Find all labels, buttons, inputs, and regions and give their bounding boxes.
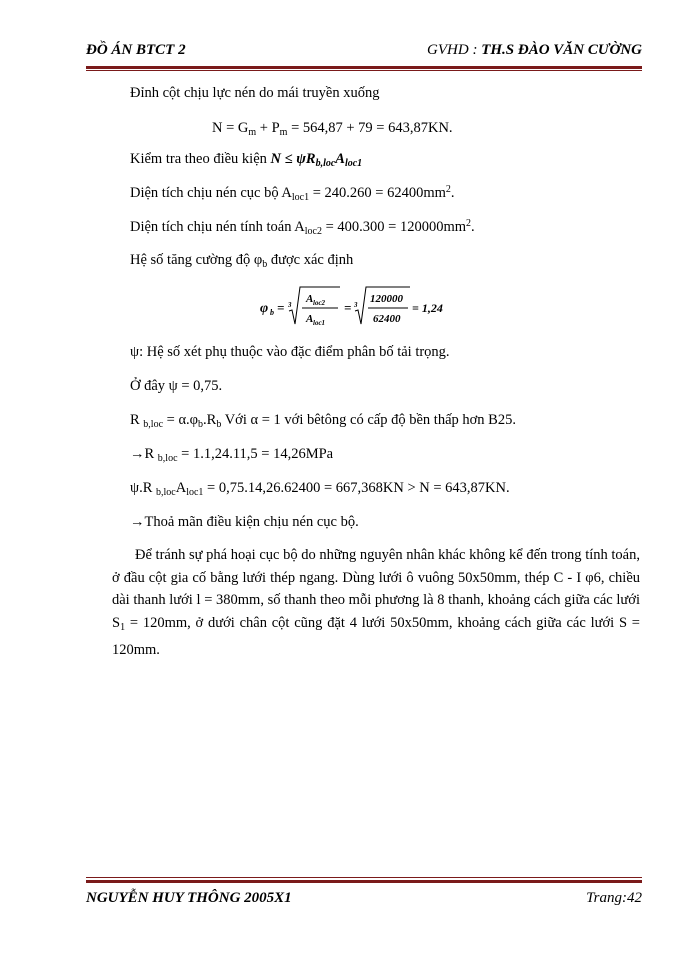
- header-instructor-name: TH.S ĐÀO VĂN CƯỜNG: [481, 42, 642, 58]
- phi-symbol-sub: b: [270, 308, 274, 317]
- header-rule-thin: [86, 70, 642, 71]
- phib-sub: b: [262, 259, 268, 270]
- rbloc-alpha: = α.φ: [163, 412, 199, 428]
- page-header: [86, 40, 642, 64]
- check-text: Kiểm tra theo điều kiện: [130, 151, 271, 167]
- equation-n: [212, 120, 453, 138]
- text-line-aloc1: [130, 184, 455, 203]
- capacity-sub2: loc1: [186, 487, 204, 498]
- rbloc-val-r: →R: [130, 446, 158, 462]
- text-line-capacity: [130, 480, 510, 498]
- check-formula-a: N ≤ ψR: [270, 151, 316, 167]
- aloc1-sup: 2: [445, 184, 451, 195]
- aloc1-end: .: [450, 185, 455, 201]
- footer-rule-thick: [86, 880, 642, 883]
- eq-n-sub-a: m: [248, 127, 257, 138]
- aloc2-sub: loc2: [304, 226, 322, 237]
- rbloc-text: Với α = 1 với bêtông có cấp độ bền thấp hơn B25.: [221, 412, 516, 428]
- frac1-den: A: [306, 313, 314, 325]
- footer-page-number: Trang:42: [586, 890, 642, 906]
- capacity-text: = 0,75.14,26.62400 = 667,368KN > N = 643,87KN.: [203, 480, 510, 496]
- rbloc-r: R: [130, 412, 144, 428]
- footer-rule-thin: [86, 877, 642, 878]
- text-line-1: Đỉnh cột chịu lực nén do mái truyền xuống: [130, 85, 380, 101]
- rbloc-sub3: b: [216, 419, 222, 430]
- phib-text-end: được xác định: [267, 252, 354, 268]
- aloc2-sup: 2: [466, 218, 472, 229]
- paragraph-text-a: Để tránh sự phá hoại cục bộ do những nguyên nhân khác không kể đến trong tính toán, ở đầu cột gia cố bằng lưới thép ngang. Dùng lưới ô vuông 50x50mm, thép C - I φ6, chiều dài thanh lưới l = 380mm, số thanh theo mỗi phương là 8 thanh, khoảng cách giữa các lưới S: [112, 547, 640, 631]
- text-line-phib: [130, 252, 353, 270]
- aloc1-sub: loc1: [291, 192, 310, 203]
- eq-n-part-a: N = G: [212, 120, 249, 136]
- root-index-2: 3: [354, 301, 358, 309]
- frac2-num: 120000: [370, 293, 403, 305]
- capacity-psi-r: ψ.R: [130, 480, 156, 496]
- aloc2-text: Diện tích chịu nén tính toán A: [130, 219, 305, 235]
- reinforcement-paragraph: [112, 544, 640, 662]
- check-formula-sub-a: b,loc: [315, 158, 336, 169]
- rbloc-sub: b,loc: [143, 419, 164, 430]
- text-line-psi-value: Ở đây ψ = 0,75.: [130, 378, 223, 394]
- phi-symbol: φ: [260, 301, 269, 316]
- aloc2-end: .: [471, 219, 475, 235]
- header-course-title: ĐỒ ÁN BTCT 2: [86, 42, 186, 58]
- phib-text: Hệ số tăng cường độ φ: [130, 252, 263, 268]
- header-instructor: [427, 42, 642, 59]
- frac1-num-sub: loc2: [313, 299, 326, 307]
- text-line-check: [130, 151, 362, 169]
- aloc2-value: = 400.300 = 120000mm: [322, 219, 467, 235]
- formula-result: = 1,24: [412, 301, 443, 315]
- frac1-den-sub: loc1: [313, 319, 326, 327]
- footer-author: NGUYỄN HUY THÔNG 2005X1: [86, 890, 292, 906]
- aloc1-value: = 240.260 = 62400mm: [309, 185, 446, 201]
- aloc1-text: Diện tích chịu nén cục bộ A: [130, 185, 292, 201]
- eq-n-sub-b: m: [279, 127, 288, 138]
- paragraph-text-b: = 120mm, ở dưới chân cột cũng đặt 4 lưới 50x50mm, khoảng cách giữa các lưới S = 120mm.: [112, 614, 640, 658]
- page-footer: [86, 890, 642, 914]
- capacity-sub: b,loc: [156, 487, 176, 498]
- text-line-conclusion: →Thoả mãn điều kiện chịu nén cục bộ.: [130, 514, 359, 530]
- check-formula-b: A: [335, 151, 345, 167]
- frac1-num: A: [306, 293, 314, 305]
- header-rule-thick: [86, 66, 642, 69]
- phi-equals: =: [277, 300, 285, 315]
- frac2-den: 62400: [373, 313, 401, 325]
- eq-n-part-b: + P: [256, 120, 280, 136]
- capacity-a: A: [175, 480, 187, 496]
- eq-n-part-c: = 564,87 + 79 = 643,87KN.: [287, 120, 453, 136]
- paragraph-sub: 1: [120, 621, 126, 633]
- text-line-psi: ψ: Hệ số xét phụ thuộc vào đặc điểm phân bố tải trọng.: [130, 344, 450, 360]
- text-line-rbloc-value: [130, 446, 333, 464]
- check-formula-sub-b: loc1: [344, 158, 363, 169]
- phi-formula: [260, 284, 460, 334]
- rbloc-rb: .R: [203, 412, 217, 428]
- rbloc-val-text: = 1.1,24.11,5 = 14,26MPa: [177, 446, 334, 462]
- text-line-rbloc: [130, 412, 516, 430]
- text-line-aloc2: [130, 218, 475, 237]
- rbloc-sub2: b: [198, 419, 204, 430]
- header-instructor-prefix: GVHD :: [427, 42, 482, 58]
- second-equals: =: [344, 300, 352, 315]
- root-index-1: 3: [288, 301, 292, 309]
- rbloc-val-sub: b,loc: [157, 453, 178, 464]
